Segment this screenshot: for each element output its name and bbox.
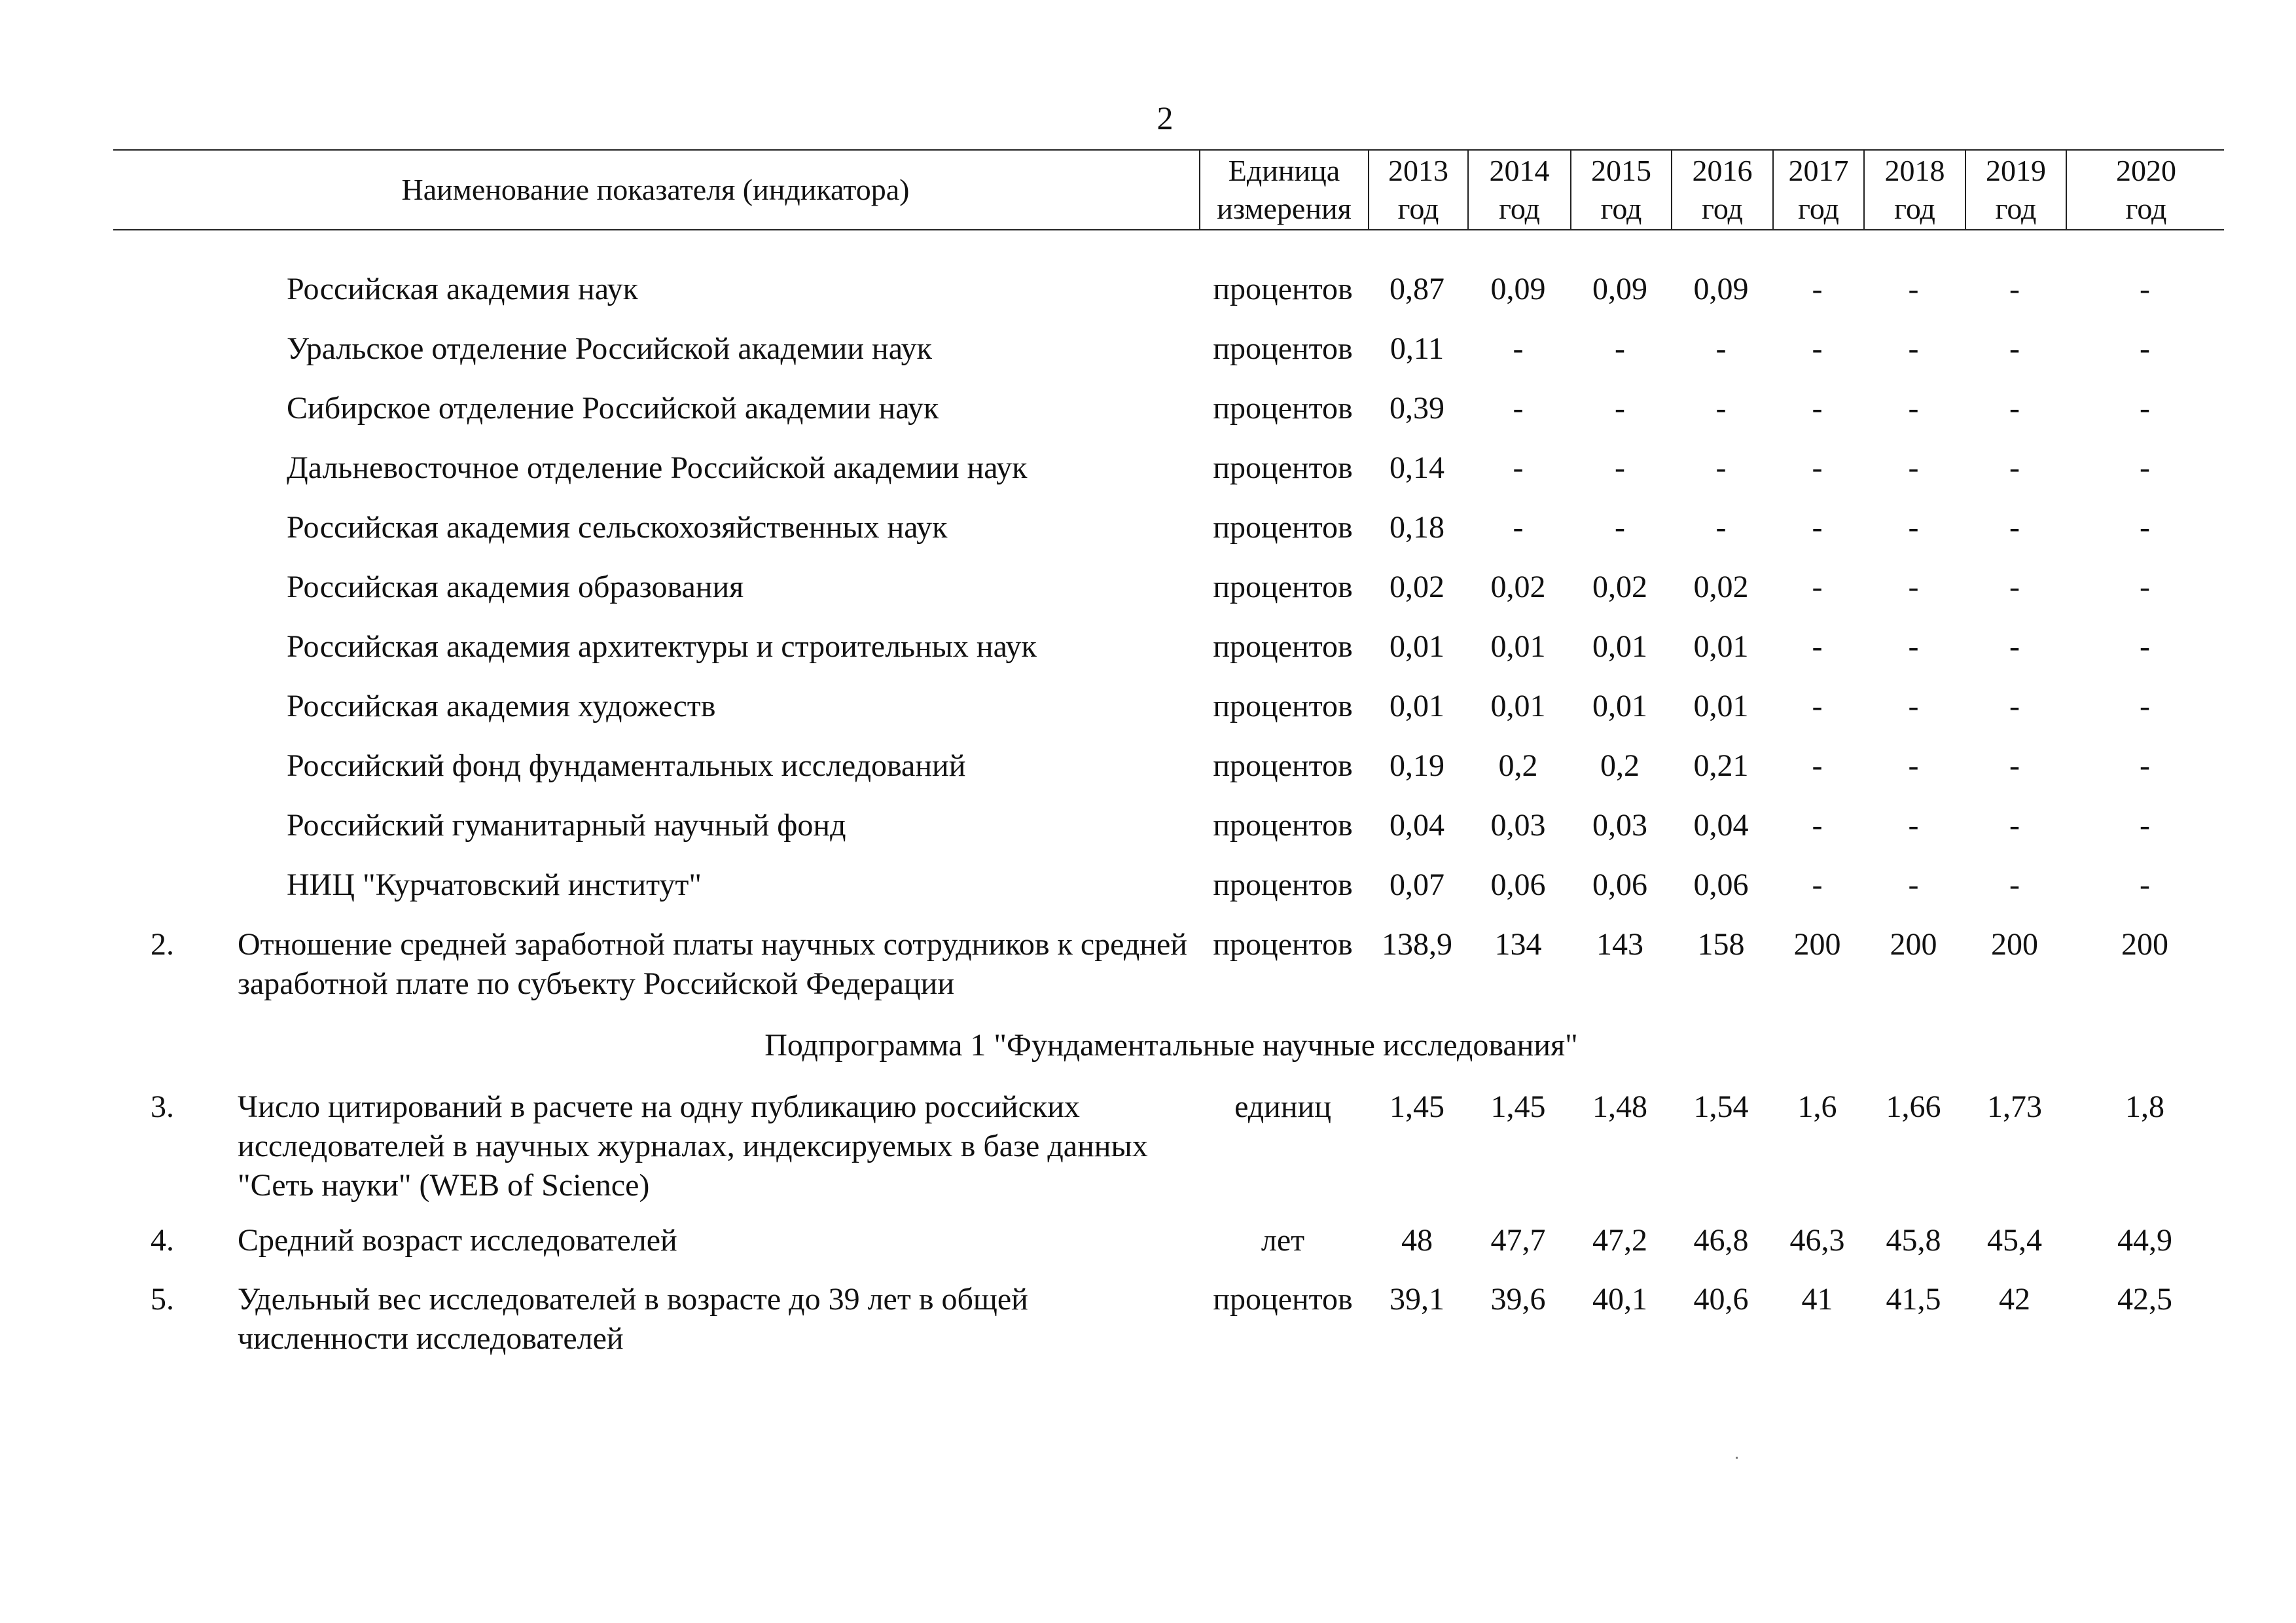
year-value-2017: - <box>1812 272 1823 306</box>
year-value-2020: - <box>2140 510 2150 545</box>
year-value-2015: 40,1 <box>1592 1282 1647 1317</box>
table-row <box>113 329 2224 369</box>
year-value-2016: 1,54 <box>1693 1089 1749 1124</box>
year-value-2017: 46,3 <box>1789 1223 1845 1258</box>
year-value-2016: 0,21 <box>1693 748 1749 783</box>
year-value-2017: - <box>1812 689 1823 723</box>
table-header <box>113 149 2224 230</box>
header-year-label: год <box>1798 192 1839 225</box>
year-value-2019: - <box>2009 331 2020 366</box>
year-value-2014: 39,6 <box>1490 1282 1546 1317</box>
header-year-label: год <box>2125 192 2167 225</box>
year-value-2016: - <box>1715 510 1727 545</box>
indicator-name: Российский фонд фундаментальных исследований <box>287 748 966 783</box>
header-year-2015 <box>1570 151 1671 229</box>
year-value-2014: - <box>1513 331 1524 366</box>
year-value-2014: 47,7 <box>1490 1223 1546 1258</box>
year-value-2016: 0,02 <box>1693 570 1749 604</box>
header-year-label: год <box>1499 192 1540 225</box>
year-value-2019: 200 <box>1991 927 2038 962</box>
table-row <box>113 1221 2224 1260</box>
table-row <box>113 508 2224 547</box>
year-value-2019: - <box>2009 510 2020 545</box>
year-value-2017: - <box>1812 331 1823 366</box>
year-value-2020: - <box>2140 331 2150 366</box>
year-value-2015: - <box>1615 510 1625 545</box>
year-value-2013: 1,45 <box>1390 1089 1444 1124</box>
year-value-2018: - <box>1908 331 1919 366</box>
year-value-2013: 0,14 <box>1390 450 1444 485</box>
year-value-2017: - <box>1812 450 1823 485</box>
unit-value: процентов <box>1213 391 1353 426</box>
header-indicator-name-text: Наименование показателя (индикатора) <box>401 173 910 206</box>
header-year-value: 2018 <box>1884 154 1945 187</box>
year-value-2017: - <box>1812 629 1823 664</box>
year-value-2019: - <box>2009 867 2020 902</box>
subprogram-title <box>113 1026 2224 1065</box>
year-value-2015: 0,02 <box>1592 570 1647 604</box>
year-value-2015: 47,2 <box>1592 1223 1647 1258</box>
year-value-2020: - <box>2140 689 2150 723</box>
indicator-name: Сибирское отделение Российской академии наук <box>287 391 939 426</box>
header-year-2019 <box>1965 151 2066 229</box>
page-number: 2 <box>1157 100 1174 136</box>
table-row <box>113 1280 2224 1359</box>
header-year-label: год <box>1397 192 1439 225</box>
table-row <box>113 448 2224 488</box>
year-value-2013: 0,87 <box>1390 272 1444 306</box>
scan-speck <box>1736 1457 1738 1459</box>
table-row <box>113 1087 2224 1205</box>
year-value-2015: 1,48 <box>1592 1089 1647 1124</box>
year-value-2018: 1,66 <box>1886 1089 1941 1124</box>
unit-value: процентов <box>1213 867 1353 902</box>
year-value-2015: 0,09 <box>1592 272 1647 306</box>
row-number: 2. <box>151 927 174 962</box>
header-year-2020 <box>2066 151 2225 229</box>
header-unit-line1: Единица <box>1228 154 1340 187</box>
unit-value: процентов <box>1213 748 1353 783</box>
year-value-2018: 41,5 <box>1886 1282 1941 1317</box>
year-value-2016: 40,6 <box>1693 1282 1749 1317</box>
unit-value: процентов <box>1213 927 1353 962</box>
subprogram-title-text: Подпрограмма 1 "Фундаментальные научные исследования" <box>764 1028 1578 1063</box>
year-value-2016: - <box>1715 391 1727 426</box>
year-value-2014: - <box>1513 391 1524 426</box>
year-value-2020: - <box>2140 272 2150 306</box>
indicator-name: Российская академия сельскохозяйственных наук <box>287 510 948 545</box>
year-value-2015: 143 <box>1596 927 1643 962</box>
year-value-2018: - <box>1908 510 1919 545</box>
unit-value: процентов <box>1213 808 1353 843</box>
year-value-2013: 0,02 <box>1390 570 1444 604</box>
year-value-2014: - <box>1513 450 1524 485</box>
year-value-2016: 46,8 <box>1693 1223 1749 1258</box>
year-value-2019: 1,73 <box>1987 1089 2042 1124</box>
header-year-label: год <box>1894 192 1935 225</box>
year-value-2016: 0,09 <box>1693 272 1749 306</box>
year-value-2015: - <box>1615 450 1625 485</box>
year-value-2020: 42,5 <box>2117 1282 2172 1317</box>
year-value-2018: - <box>1908 570 1919 604</box>
year-value-2019: 45,4 <box>1987 1223 2042 1258</box>
year-value-2015: 0,01 <box>1592 629 1647 664</box>
year-value-2016: 0,01 <box>1693 689 1749 723</box>
year-value-2015: 0,2 <box>1600 748 1640 783</box>
year-value-2013: 39,1 <box>1390 1282 1444 1317</box>
indicator-name: Отношение средней заработной платы научных сотрудников к средней заработной плате по субъекту Российской Федерации <box>238 927 1187 1001</box>
year-value-2013: 0,39 <box>1390 391 1444 426</box>
table-body <box>113 270 2224 1004</box>
year-value-2020: - <box>2140 748 2150 783</box>
table-row <box>113 925 2224 1004</box>
header-year-value: 2017 <box>1788 154 1849 187</box>
year-value-2019: 42 <box>1999 1282 2030 1317</box>
year-value-2017: - <box>1812 570 1823 604</box>
header-year-label: год <box>1600 192 1642 225</box>
year-value-2015: 0,03 <box>1592 808 1647 843</box>
header-year-2016 <box>1671 151 1772 229</box>
indicators-table <box>113 149 2224 1359</box>
year-value-2013: 138,9 <box>1382 927 1452 962</box>
year-value-2017: 200 <box>1793 927 1841 962</box>
indicator-name: Российская академия художеств <box>287 689 716 723</box>
table-row <box>113 568 2224 607</box>
indicator-name: Уральское отделение Российской академии наук <box>287 331 932 366</box>
header-year-value: 2016 <box>1692 154 1753 187</box>
year-value-2016: - <box>1715 450 1727 485</box>
year-value-2014: 0,06 <box>1490 867 1546 902</box>
header-year-2014 <box>1467 151 1570 229</box>
table-row <box>113 866 2224 905</box>
year-value-2013: 0,01 <box>1390 689 1444 723</box>
year-value-2020: 1,8 <box>2125 1089 2164 1124</box>
indicator-name: Российская академия архитектуры и строительных наук <box>287 629 1037 664</box>
year-value-2016: 0,06 <box>1693 867 1749 902</box>
year-value-2016: 158 <box>1697 927 1745 962</box>
year-value-2020: - <box>2140 570 2150 604</box>
year-value-2020: - <box>2140 629 2150 664</box>
year-value-2019: - <box>2009 570 2020 604</box>
table-row <box>113 627 2224 666</box>
year-value-2020: - <box>2140 450 2150 485</box>
unit-value: процентов <box>1213 450 1353 485</box>
year-value-2019: - <box>2009 450 2020 485</box>
unit-value: процентов <box>1213 510 1353 545</box>
year-value-2015: - <box>1615 391 1625 426</box>
table-row <box>113 746 2224 786</box>
year-value-2017: - <box>1812 748 1823 783</box>
header-year-value: 2019 <box>1986 154 2046 187</box>
year-value-2014: 0,01 <box>1490 689 1546 723</box>
table-body-subprogram <box>113 1087 2224 1359</box>
year-value-2014: 0,03 <box>1490 808 1546 843</box>
year-value-2019: - <box>2009 689 2020 723</box>
table-row <box>113 806 2224 845</box>
table-row <box>113 687 2224 726</box>
year-value-2018: - <box>1908 450 1919 485</box>
header-year-2013 <box>1368 151 1467 229</box>
year-value-2020: - <box>2140 808 2150 843</box>
year-value-2014: 0,02 <box>1490 570 1546 604</box>
unit-value: процентов <box>1213 629 1353 664</box>
year-value-2017: 1,6 <box>1797 1089 1837 1124</box>
header-indicator-name <box>113 151 1198 229</box>
year-value-2015: - <box>1615 331 1625 366</box>
indicator-name: Удельный вес исследователей в возрасте до 39 лет в общей численности исследователей <box>238 1282 1028 1356</box>
unit-value: лет <box>1261 1223 1305 1258</box>
header-year-value: 2014 <box>1489 154 1550 187</box>
header-year-2018 <box>1863 151 1965 229</box>
indicator-name: Российская академия наук <box>287 272 638 306</box>
year-value-2017: - <box>1812 391 1823 426</box>
year-value-2020: - <box>2140 867 2150 902</box>
year-value-2017: - <box>1812 808 1823 843</box>
year-value-2013: 0,19 <box>1390 748 1444 783</box>
indicator-name: Российская академия образования <box>287 570 744 604</box>
year-value-2018: - <box>1908 689 1919 723</box>
year-value-2020: - <box>2140 391 2150 426</box>
table-row <box>113 389 2224 428</box>
year-value-2018: 200 <box>1890 927 1937 962</box>
year-value-2013: 0,07 <box>1390 867 1444 902</box>
indicator-name: НИЦ "Курчатовский институт" <box>287 867 702 902</box>
year-value-2016: - <box>1715 331 1727 366</box>
year-value-2018: - <box>1908 629 1919 664</box>
year-value-2019: - <box>2009 629 2020 664</box>
unit-value: процентов <box>1213 272 1353 306</box>
year-value-2018: - <box>1908 808 1919 843</box>
year-value-2017: - <box>1812 510 1823 545</box>
year-value-2019: - <box>2009 808 2020 843</box>
year-value-2018: - <box>1908 748 1919 783</box>
year-value-2017: - <box>1812 867 1823 902</box>
year-value-2014: 0,01 <box>1490 629 1546 664</box>
year-value-2018: - <box>1908 272 1919 306</box>
header-year-label: год <box>1995 192 2037 225</box>
year-value-2018: - <box>1908 391 1919 426</box>
year-value-2013: 0,01 <box>1390 629 1444 664</box>
indicator-name: Число цитирований в расчете на одну публикацию российских исследователей в научных журналах, индексируемых в базе данных "Сеть науки" (WEB of Science) <box>238 1089 1148 1203</box>
year-value-2019: - <box>2009 272 2020 306</box>
year-value-2016: 0,01 <box>1693 629 1749 664</box>
header-unit-line2: измерения <box>1217 192 1352 225</box>
year-value-2013: 48 <box>1401 1223 1433 1258</box>
year-value-2013: 0,18 <box>1390 510 1444 545</box>
year-value-2013: 0,11 <box>1390 331 1444 366</box>
year-value-2014: 134 <box>1494 927 1542 962</box>
unit-value: единиц <box>1234 1089 1331 1124</box>
header-year-label: год <box>1702 192 1743 225</box>
year-value-2014: 1,45 <box>1490 1089 1546 1124</box>
year-value-2016: 0,04 <box>1693 808 1749 843</box>
header-unit <box>1199 151 1368 229</box>
year-value-2013: 0,04 <box>1390 808 1444 843</box>
year-value-2020: 44,9 <box>2117 1223 2172 1258</box>
year-value-2015: 0,01 <box>1592 689 1647 723</box>
header-year-value: 2013 <box>1388 154 1448 187</box>
unit-value: процентов <box>1213 689 1353 723</box>
row-number: 3. <box>151 1089 174 1124</box>
table-row <box>113 270 2224 309</box>
indicator-name: Российский гуманитарный научный фонд <box>287 808 846 843</box>
unit-value: процентов <box>1213 570 1353 604</box>
indicator-name: Дальневосточное отделение Российской академии наук <box>287 450 1028 485</box>
row-number: 4. <box>151 1223 174 1258</box>
year-value-2015: 0,06 <box>1592 867 1647 902</box>
indicator-name: Средний возраст исследователей <box>238 1223 677 1258</box>
header-year-value: 2020 <box>2116 154 2176 187</box>
header-year-2017 <box>1772 151 1863 229</box>
year-value-2014: - <box>1513 510 1524 545</box>
unit-value: процентов <box>1213 1282 1353 1317</box>
year-value-2019: - <box>2009 748 2020 783</box>
year-value-2017: 41 <box>1801 1282 1833 1317</box>
year-value-2014: 0,09 <box>1490 272 1546 306</box>
year-value-2018: - <box>1908 867 1919 902</box>
header-year-value: 2015 <box>1591 154 1651 187</box>
row-number: 5. <box>151 1282 174 1317</box>
year-value-2018: 45,8 <box>1886 1223 1941 1258</box>
year-value-2020: 200 <box>2121 927 2168 962</box>
unit-value: процентов <box>1213 331 1353 366</box>
year-value-2014: 0,2 <box>1498 748 1538 783</box>
year-value-2019: - <box>2009 391 2020 426</box>
